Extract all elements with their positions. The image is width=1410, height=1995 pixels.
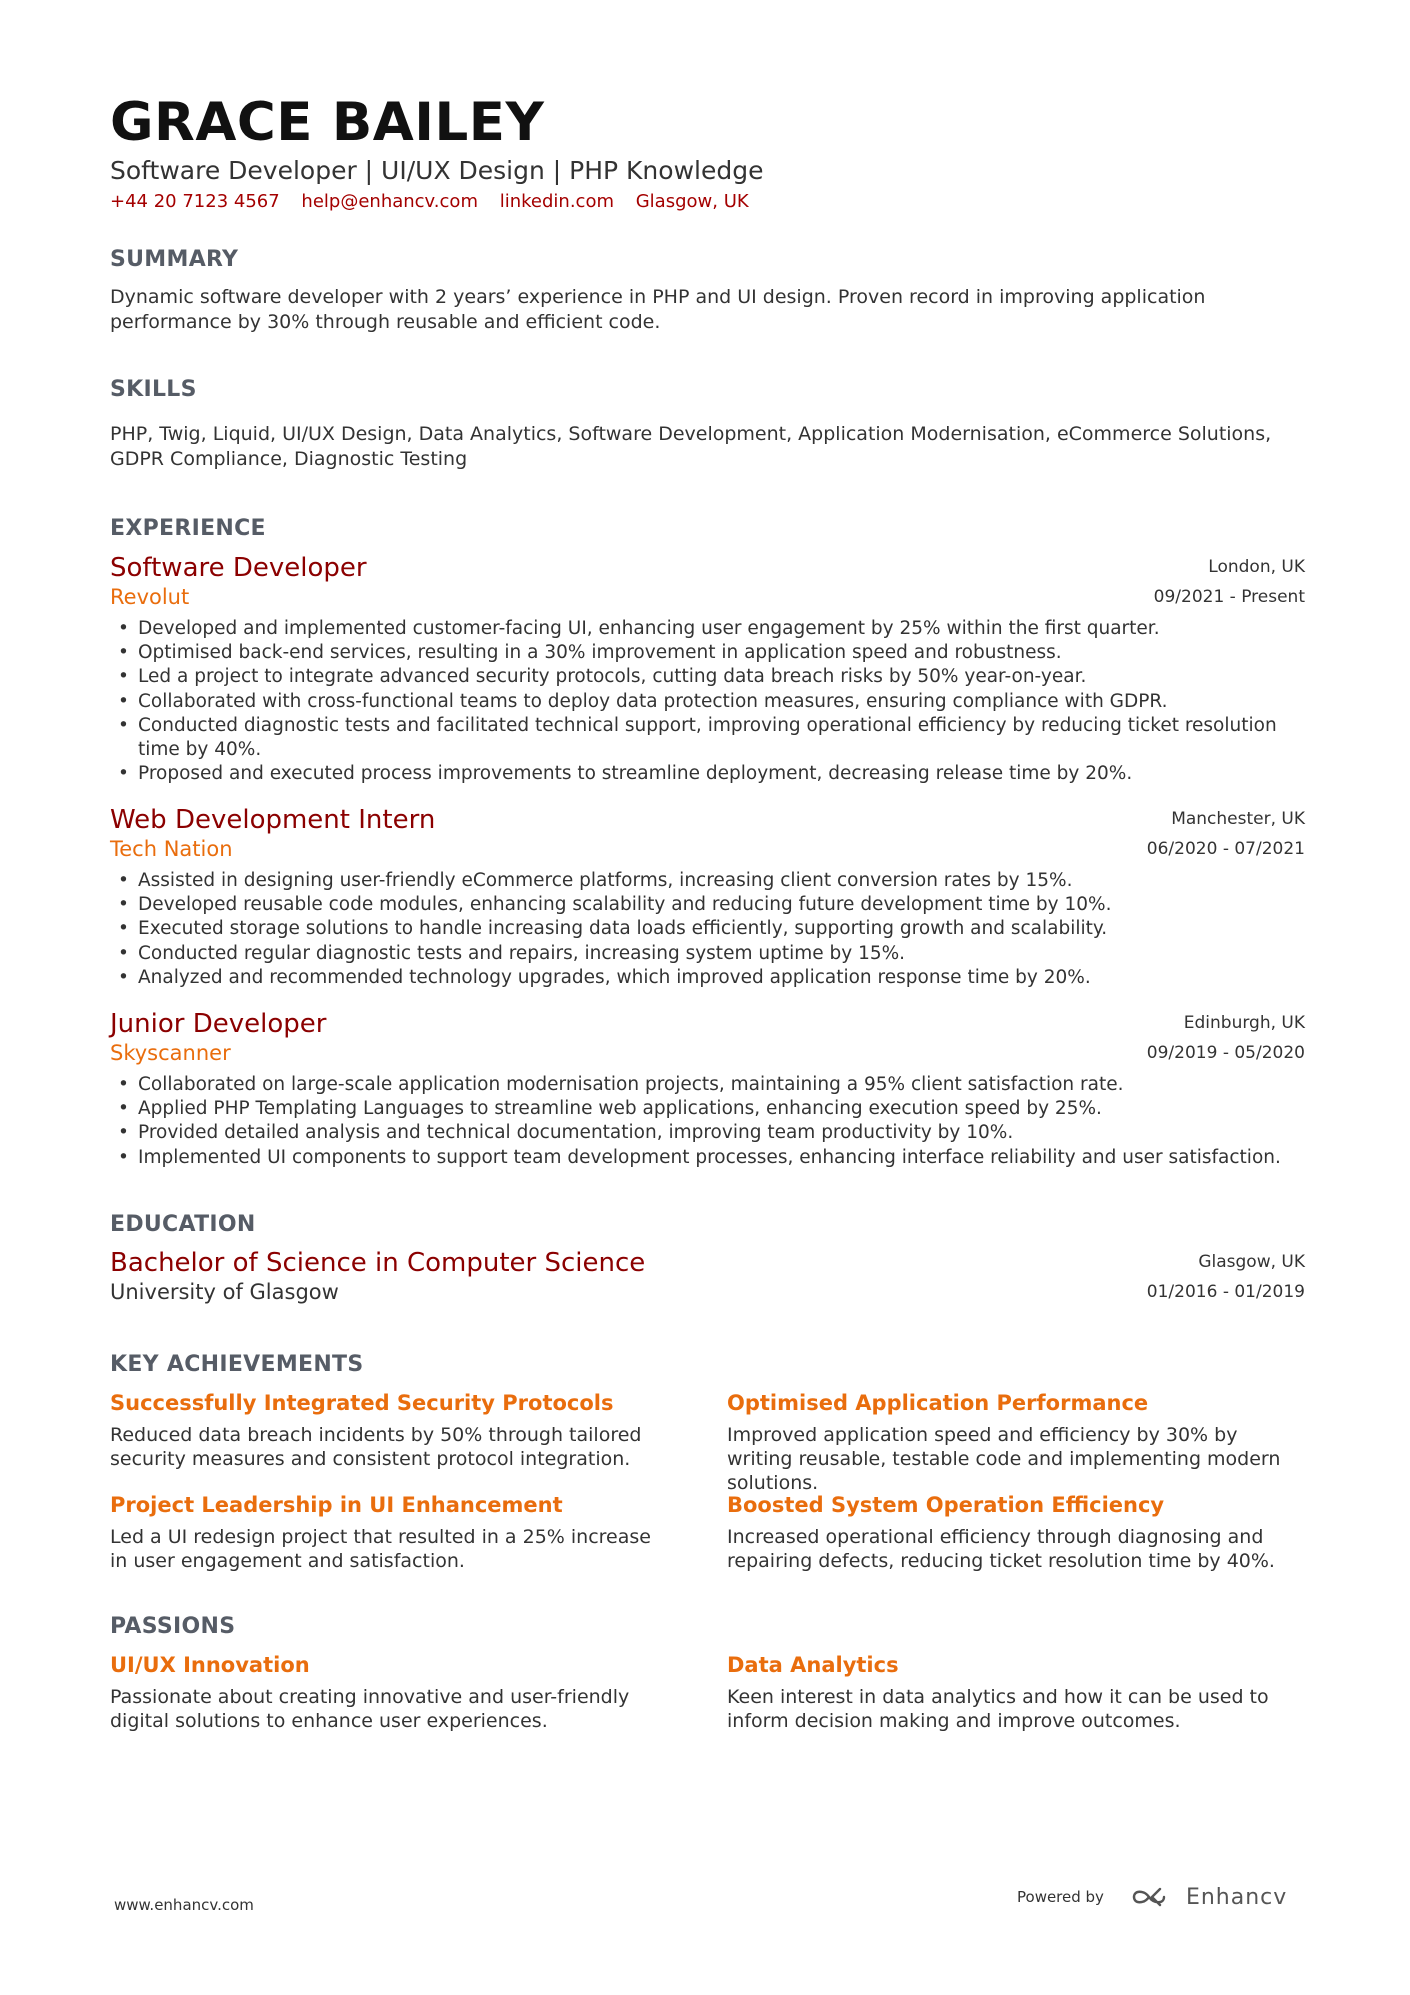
job-bullet: • Led a project to integrate advanced security protocols, cutting data breach risks by 50% year-on-year. (138, 665, 1308, 689)
linkedin-link[interactable]: linkedin.com (499, 191, 614, 212)
achievement-title: Optimised Application Performance (727, 1391, 1149, 1415)
job-bullets (110, 1073, 1308, 1170)
experience-heading: EXPERIENCE (110, 516, 266, 541)
achievements-section (110, 1352, 1305, 1377)
experience-section (110, 516, 1305, 541)
job-title: Web Development Intern (110, 805, 436, 835)
passions-section (110, 1614, 1305, 1639)
job-dates: 09/2021 - Present (1153, 587, 1305, 607)
job-company: Revolut (110, 585, 190, 609)
education-dates: 01/2016 - 01/2019 (1146, 1282, 1305, 1302)
passion-desc: Passionate about creating innovative and user-friendly digital solutions to enhance user experiences. (110, 1686, 630, 1732)
summary-text: Dynamic software developer with 2 years’ experience in PHP and UI design. Proven record in improving application performance by 30% through reusable and efficient code. (110, 286, 1206, 333)
job-title: Software Developer (110, 553, 367, 583)
job-bullet: • Applied PHP Templating Languages to streamline web applications, enhancing execution speed by 25%. (138, 1097, 1308, 1121)
job-bullet: • Implemented UI components to support team development processes, enhancing interface reliability and user satisfaction. (138, 1146, 1308, 1170)
contact-row (110, 191, 765, 212)
job-bullet: • Developed reusable code modules, enhancing scalability and reducing future development time by 10%. (138, 893, 1308, 917)
achievement-title: Successfully Integrated Security Protocols (110, 1391, 614, 1415)
achievement-item (110, 1493, 670, 1573)
job-dates: 06/2020 - 07/2021 (1146, 839, 1305, 859)
job-bullet: • Executed storage solutions to handle increasing data loads efficiently, supporting growth and scalability. (138, 917, 1308, 941)
education-section (110, 1212, 1305, 1237)
enhancv-brand[interactable]: Enhancv (1185, 1884, 1288, 1910)
achievement-item (727, 1493, 1287, 1573)
skills-text: PHP, Twig, Liquid, UI/UX Design, Data Analytics, Software Development, Application Modernisation, eCommerce Solutions, GDPR Compliance, Diagnostic Testing (110, 423, 1272, 470)
achievements-heading: KEY ACHIEVEMENTS (110, 1352, 364, 1377)
passions-heading: PASSIONS (110, 1614, 236, 1639)
footer-powered (1017, 1884, 1287, 1910)
summary-heading: SUMMARY (110, 247, 239, 272)
job-bullet: • Assisted in designing user-friendly eCommerce platforms, increasing client conversion rates by 15%. (138, 869, 1308, 893)
job-company: Tech Nation (110, 837, 233, 861)
achievement-desc: Increased operational efficiency through diagnosing and repairing defects, reducing ticket resolution time by 40%. (727, 1526, 1275, 1572)
candidate-name: GRACE BAILEY (110, 92, 545, 153)
job-bullets (110, 869, 1308, 990)
powered-by-text: Powered by (1017, 1888, 1104, 1906)
phone-link[interactable]: +44 20 7123 4567 (110, 191, 280, 212)
footer-website[interactable]: www.enhancv.com (114, 1896, 254, 1914)
enhancv-logo-icon (1130, 1884, 1176, 1910)
job-bullet: • Provided detailed analysis and technical documentation, improving team productivity by 10%. (138, 1121, 1308, 1145)
job-bullet: • Collaborated on large-scale application modernisation projects, maintaining a 95% client satisfaction rate. (138, 1073, 1308, 1097)
passion-item (727, 1653, 1287, 1733)
job-location: Edinburgh, UK (1183, 1013, 1305, 1033)
passion-title: Data Analytics (727, 1653, 899, 1677)
skills-heading: SKILLS (110, 377, 197, 402)
degree-title: Bachelor of Science in Computer Science (110, 1248, 646, 1278)
location-text: Glasgow, UK (635, 191, 749, 212)
achievement-desc: Led a UI redesign project that resulted in a 25% increase in user engagement and satisfaction. (110, 1526, 651, 1572)
summary-section (110, 247, 1305, 335)
candidate-title: Software Developer | UI/UX Design | PHP Knowledge (110, 156, 764, 185)
passion-desc: Keen interest in data analytics and how it can be used to inform decision making and improve outcomes. (727, 1686, 1269, 1732)
job-bullet: • Optimised back-end services, resulting in a 30% improvement in application speed and robustness. (138, 641, 1308, 665)
skills-section (110, 377, 1305, 472)
job-title: Junior Developer (110, 1009, 327, 1039)
education-location: Glasgow, UK (1198, 1252, 1305, 1272)
job-bullet: • Developed and implemented customer-facing UI, enhancing user engagement by 25% within the first quarter. (138, 617, 1308, 641)
achievement-item (110, 1391, 670, 1471)
achievement-item (727, 1391, 1287, 1495)
achievement-desc: Reduced data breach incidents by 50% through tailored security measures and consistent protocol integration. (110, 1424, 642, 1470)
email-link[interactable]: help@enhancv.com (301, 191, 478, 212)
job-company: Skyscanner (110, 1041, 231, 1065)
job-location: London, UK (1208, 557, 1305, 577)
job-bullets (110, 617, 1308, 786)
job-bullet: • Conducted diagnostic tests and facilitated technical support, improving operational efficiency by reducing ticket resolution time by 40%. (138, 714, 1308, 762)
education-heading: EDUCATION (110, 1212, 256, 1237)
achievement-title: Boosted System Operation Efficiency (727, 1493, 1165, 1517)
job-bullet: • Collaborated with cross-functional teams to deploy data protection measures, ensuring compliance with GDPR. (138, 690, 1308, 714)
school-name: University of Glasgow (110, 1280, 339, 1304)
job-dates: 09/2019 - 05/2020 (1146, 1043, 1305, 1063)
job-bullet: • Analyzed and recommended technology upgrades, which improved application response time by 20%. (138, 966, 1308, 990)
achievement-desc: Improved application speed and efficiency by 30% by writing reusable, testable code and implementing modern solutions. (727, 1424, 1281, 1494)
passion-item (110, 1653, 670, 1733)
achievement-title: Project Leadership in UI Enhancement (110, 1493, 563, 1517)
job-bullet: • Proposed and executed process improvements to streamline deployment, decreasing release time by 20%. (138, 762, 1308, 786)
job-location: Manchester, UK (1171, 809, 1305, 829)
passion-title: UI/UX Innovation (110, 1653, 310, 1677)
job-bullet: • Conducted regular diagnostic tests and repairs, increasing system uptime by 15%. (138, 942, 1308, 966)
